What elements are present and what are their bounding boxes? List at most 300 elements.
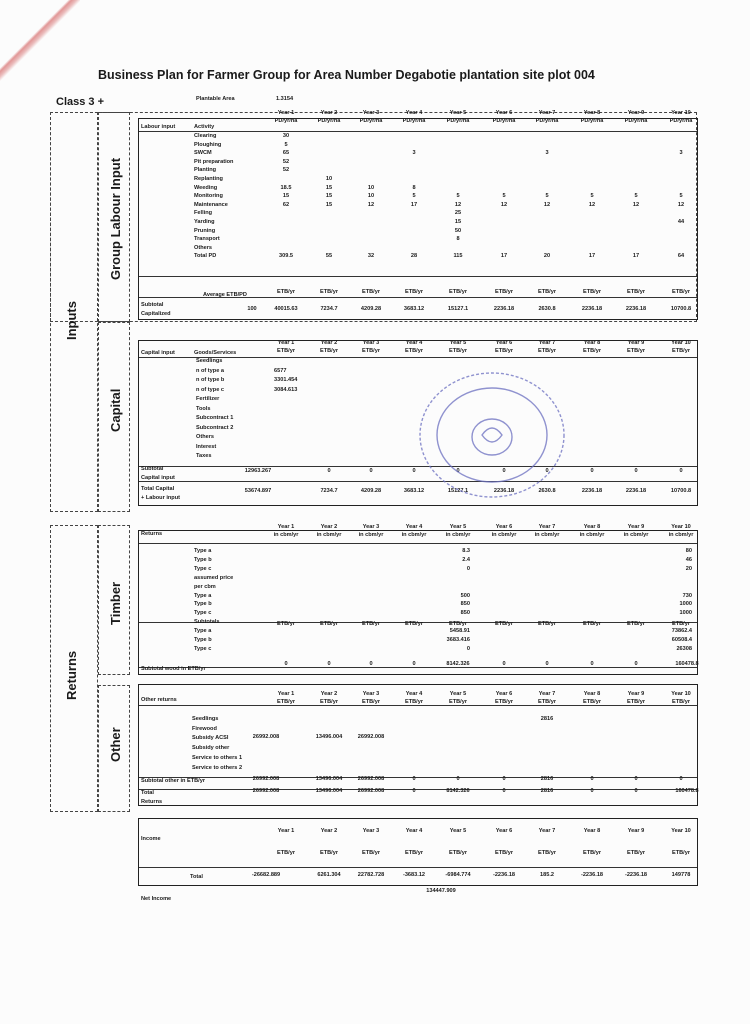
timber-returns-label: Returns [141,531,163,537]
labour-cell: 3 [545,150,549,157]
other-item-name: Service to others 2 [192,764,243,771]
timber-y10-cell: 730 [682,592,692,599]
capital-subtotal-cell: 0 [456,468,460,474]
labour-capitalized-label: Capitalized [141,311,171,317]
total-returns-cell: 160478.8 [675,788,699,794]
timber-y5-cell: 5458.91 [449,628,470,635]
labour-cell: 30 [282,133,290,139]
labour-cell: 8 [412,184,416,191]
total-returns-cell: 0 [634,788,638,794]
income-total-cell: 6261.304 [317,872,341,878]
income-total-cell: 22782.728 [357,872,385,878]
income-year-header: Year 10 [671,828,691,834]
other-year-header: Year 2 [320,691,338,697]
labour-cell: 18.5 [280,184,292,191]
capital-input-total-label: Capital input [141,475,175,481]
subsidy-acsi-cell: 13496.004 [315,734,343,740]
net-income-value: 134447.909 [426,888,456,894]
timber-etb-unit: ETB/yr [276,621,296,627]
capital-year-header: Year 5 [449,340,467,346]
capital-unit-header: ETB/yr [319,348,339,354]
labour-unit-header: PD/yr/ha [492,118,516,124]
timber-subtotal-cell: 0 [412,661,416,667]
income-total-cell: -2236.18 [492,872,516,878]
average-etb-value: 100 [247,306,257,312]
timber-y10-cell: 1000 [679,601,692,608]
labour-cell: 15 [325,184,333,191]
labour-year-header: Year 8 [583,110,601,116]
income-unit-header: ETB/yr [319,850,339,856]
timber-subtotal-cell: 160478.8 [675,661,699,667]
timber-item-name: assumed price [194,574,234,581]
labour-subtotal-cell: 15127.1 [447,306,469,312]
capital-unit-header: ETB/yr [671,348,691,354]
timber-year-header: Year 4 [405,524,423,530]
labour-cell: 8 [456,236,460,243]
capital-item-name: n of type b [196,377,225,383]
other-subtotal-cell: 0 [590,776,594,782]
other-subtotal-cell: 0 [502,776,506,782]
labour-unit-header: PD/yr/ha [624,118,648,124]
timber-year-header: Year 1 [277,524,295,530]
labour-etb-unit: ETB/yr [537,289,557,295]
labour-etb-unit: ETB/yr [626,289,646,295]
income-unit-header: ETB/yr [626,850,646,856]
other-unit-header: ETB/yr [626,699,646,705]
labour-cell: 5 [590,193,594,200]
timber-etb-unit: ETB/yr [494,621,514,627]
timber-unit-header: in cbm/yr [316,532,342,538]
capital-year-header: Year 9 [627,340,645,346]
other-year-header: Year 10 [671,691,691,697]
labour-cell: 3 [679,150,683,157]
labour-year-header: Year 3 [362,110,380,116]
timber-unit-header: in cbm/yr [445,532,471,538]
labour-cell: 52 [282,167,290,174]
labour-cell: 64 [677,253,685,260]
other-unit-header: ETB/yr [582,699,602,705]
capital-item-value: 6577 [274,367,287,374]
total-returns-cell: 13496.004 [315,788,343,794]
timber-label: Timber [108,581,123,625]
labour-cell: 12 [632,201,640,208]
scan-mark [0,0,80,90]
capital-year-header: Year 1 [277,340,295,346]
labour-cell: 5 [412,193,416,200]
other-subtotal-cell: 0 [679,776,683,782]
timber-year-header: Year 9 [627,524,645,530]
capital-subtotal-cell: 0 [369,468,373,474]
total-returns-label-2: Returns [141,799,163,805]
timber-etb-unit: ETB/yr [671,621,691,627]
capital-subtotal-cell: 0 [327,468,331,474]
labour-etb-unit: ETB/yr [582,289,602,295]
other-unit-header: ETB/yr [276,699,296,705]
other-unit-header: ETB/yr [319,699,339,705]
other-year-header: Year 7 [538,691,556,697]
labour-subtotal-cell: 2630.8 [538,306,556,312]
total-capital-cell: 10700.8 [670,488,692,494]
capital-unit-header: ETB/yr [404,348,424,354]
capital-subtotal-label: Subtotal [141,466,164,472]
activity-name: Maintenance [194,201,228,208]
labour-cell: 44 [677,219,685,225]
other-label: Other [108,727,123,762]
capital-item-name: Subcontract 2 [196,424,234,431]
timber-subtotal-cell: 0 [327,661,331,667]
income-unit-header: ETB/yr [537,850,557,856]
total-returns-label: Total [141,790,154,796]
capital-input-label: Capital input [141,350,175,356]
income-unit-header: ETB/yr [276,850,296,856]
other-year-header: Year 1 [277,691,295,697]
labour-cell: 17 [410,201,418,208]
labour-cell: 309.5 [279,253,293,260]
timber-subtotal-cell: 0 [369,661,373,667]
income-total-cell: -2236.18 [580,872,604,878]
timber-subtotal-cell: 8142.326 [446,661,470,667]
income-year-header: Year 4 [405,828,423,834]
income-total-cell: -6984.774 [445,872,471,878]
labour-cell: 5 [284,141,288,148]
other-seedlings-y7: 2816 [540,716,554,722]
labour-cell: 5 [545,193,549,200]
timber-item-name: Type a [194,548,212,554]
timber-y5-cell: 0 [466,565,470,572]
timber-y5-cell: 3683.416 [446,637,470,643]
labour-year-header: Year 10 [671,110,691,116]
labour-cell: 12 [367,201,375,208]
timber-item-name: per cbm [194,583,216,590]
labour-input-label: Labour input [141,124,176,130]
subsidy-acsi-cell: 26992.008 [357,734,385,740]
capital-unit-header: ETB/yr [361,348,381,354]
income-unit-header: ETB/yr [361,850,381,856]
income-total-cell: 149778 [671,872,691,878]
timber-y5-cell: 2.4 [462,556,470,563]
capital-item-name: n of type c [196,386,224,393]
labour-cell: 12 [543,201,551,208]
timber-unit-header: in cbm/yr [401,532,427,538]
other-unit-header: ETB/yr [537,699,557,705]
labour-cell: 15 [325,201,333,208]
capital-year-header: Year 2 [320,340,338,346]
activity-name: Total PD [194,253,217,260]
labour-subtotal-cell: 2236.18 [581,306,603,312]
timber-year-header: Year 2 [320,524,338,530]
plantable-area-value: 1.3154 [276,96,294,102]
labour-cell: 62 [282,201,290,208]
labour-etb-unit: ETB/yr [494,289,514,295]
income-total-cell: -3683.12 [402,872,426,878]
activity-name: Pruning [194,227,216,234]
labour-year-header: Year 6 [495,110,513,116]
subtotal-wood-label: Subtotal wood in ETB/yr [141,666,206,672]
labour-cell: 10 [367,184,375,191]
other-subtotal-cell: 26992.008 [357,776,385,782]
activity-name: Yarding [194,219,215,225]
total-capital-cell: 3683.12 [403,488,425,494]
total-capital-cell: 2236.18 [493,488,515,494]
labour-year-header: Year 9 [627,110,645,116]
timber-item-name: Type c [194,645,212,652]
other-unit-header: ETB/yr [494,699,514,705]
other-subtotal-cell: 0 [412,776,416,782]
capital-unit-header: ETB/yr [276,348,296,354]
capital-subtotal-cell: 12963.267 [244,468,272,474]
income-total-label: Total [190,874,203,880]
other-unit-header: ETB/yr [361,699,381,705]
income-unit-header: ETB/yr [671,850,691,856]
labour-cell: 32 [367,253,375,260]
labour-cell: 12 [588,201,596,208]
timber-item-name: Type a [194,592,212,599]
capital-year-header: Year 10 [671,340,691,346]
income-year-header: Year 5 [449,828,467,834]
labour-cell: 10 [367,193,375,200]
other-subtotal-cell: 0 [634,776,638,782]
inputs-label: Inputs [64,301,79,340]
labour-cell: 65 [282,150,290,157]
labour-subtotal-cell: 40015.63 [274,306,298,312]
labour-subtotal-cell: 7234.7 [320,306,338,312]
activity-name: Planting [194,167,217,174]
labour-subtotal-cell: 2236.18 [625,306,647,312]
income-unit-header: ETB/yr [448,850,468,856]
income-label: Income [141,836,161,842]
capital-subtotal-cell: 0 [412,468,416,474]
capital-subtotal-cell: 0 [502,468,506,474]
timber-etb-unit: ETB/yr [582,621,602,627]
income-total-cell: -26682.889 [251,872,281,878]
timber-subtotal-cell: 0 [545,661,549,667]
capital-unit-header: ETB/yr [494,348,514,354]
total-capital-cell: 15127.1 [447,488,469,494]
income-year-header: Year 8 [583,828,601,834]
total-returns-cell: 26992.008 [357,788,385,794]
timber-y5-cell: 0 [466,645,470,652]
labour-subtotal-cell: 4209.28 [360,306,382,312]
capital-item-name: Others [196,434,215,440]
labour-cell: 3 [412,150,416,157]
income-total-cell: -2236.18 [624,872,648,878]
capital-label: Capital [108,388,123,432]
labour-cell: 5 [679,193,683,200]
other-item-name: Subsidy ACSI [192,735,229,742]
other-subtotal-cell: 13496.004 [315,776,343,782]
other-item-name: Seedlings [192,716,219,722]
timber-subtotal-cell: 0 [634,661,638,667]
other-item-name: Firewood [192,725,217,732]
timber-subtotal-cell: 0 [284,661,288,667]
other-unit-header: ETB/yr [404,699,424,705]
other-year-header: Year 9 [627,691,645,697]
activity-name: Weeding [194,184,218,191]
activity-label: Activity [194,124,215,130]
labour-etb-unit: ETB/yr [448,289,468,295]
labour-cell: 10 [325,176,333,182]
timber-etb-unit: ETB/yr [626,621,646,627]
capital-item-name: n of type a [196,367,224,374]
total-capital-label: Total Capital [141,486,175,492]
capital-subtotal-cell: 0 [545,468,549,474]
labour-unit-header: PD/yr/ha [317,118,341,124]
labour-year-header: Year 2 [320,110,338,116]
timber-unit-header: in cbm/yr [534,532,560,538]
capital-year-header: Year 3 [362,340,380,346]
capital-item-name: Interest [196,443,217,450]
activity-name: Replanting [194,176,223,182]
capital-subtotal-cell: 0 [679,468,683,474]
official-stamp [412,365,572,505]
activity-name: Transport [194,236,220,243]
capital-item-name: Taxes [196,453,212,459]
income-unit-header: ETB/yr [494,850,514,856]
capital-year-header: Year 6 [495,340,513,346]
timber-etb-unit: ETB/yr [537,621,557,627]
timber-y10-cell: 80 [685,548,692,554]
timber-year-header: Year 6 [495,524,513,530]
class-label: Class 3 + [56,96,105,108]
timber-year-header: Year 7 [538,524,556,530]
labour-etb-unit: ETB/yr [319,289,339,295]
total-returns-cell: 2816 [540,788,554,794]
timber-subtotal-cell: 0 [502,661,506,667]
labour-subtotal-cell: 2236.18 [493,306,515,312]
timber-unit-header: in cbm/yr [623,532,649,538]
labour-cell: 15 [282,193,290,200]
timber-table [138,530,698,675]
labour-etb-unit: ETB/yr [361,289,381,295]
labour-cell: 15 [325,193,333,200]
other-year-header: Year 3 [362,691,380,697]
activity-name: SWCM [194,150,212,157]
labour-unit-header: PD/yr/ha [535,118,559,124]
capital-unit-header: ETB/yr [626,348,646,354]
labour-cell: 12 [454,201,462,208]
average-etb-label: Average ETB/PD [203,292,247,298]
total-returns-cell: 0 [590,788,594,794]
timber-unit-header: in cbm/yr [358,532,384,538]
page-title: Business Plan for Farmer Group for Area Number Degabotie plantation site plot 004 [98,68,595,82]
total-capital-cell: 2236.18 [581,488,603,494]
capital-subtotal-cell: 0 [590,468,594,474]
timber-unit-header: in cbm/yr [273,532,299,538]
other-unit-header: ETB/yr [671,699,691,705]
capital-year-header: Year 7 [538,340,556,346]
timber-unit-header: in cbm/yr [668,532,694,538]
timber-year-header: Year 8 [583,524,601,530]
timber-y5-cell: 850 [460,610,470,617]
labour-cell: 25 [454,210,462,217]
labour-cell: 5 [634,193,638,200]
labour-unit-header: PD/yr/ha [580,118,604,124]
total-capital-cell: 4209.28 [360,488,382,494]
labour-cell: 5 [456,193,460,200]
plantable-area-label: Plantable Area [196,96,235,102]
subtotal-other-label: Subtotal other in ETB/yr [141,778,206,784]
other-unit-header: ETB/yr [448,699,468,705]
activity-name: Clearing [194,133,217,139]
other-year-header: Year 5 [449,691,467,697]
timber-item-name: Type b [194,601,212,608]
total-capital-cell: 7234.7 [320,488,338,494]
capital-unit-header: ETB/yr [448,348,468,354]
total-returns-cell: 26992.008 [252,788,280,794]
labour-cell: 17 [588,253,596,260]
labour-subtotal-cell: 10700.8 [670,306,692,312]
total-capital-cell: 53674.897 [244,488,272,494]
income-year-header: Year 3 [362,828,380,834]
other-item-name: Subsidy other [192,745,230,752]
timber-etb-unit: ETB/yr [361,621,381,627]
other-item-name: Service to others 1 [192,754,243,761]
returns-label: Returns [64,650,79,700]
income-year-header: Year 6 [495,828,513,834]
income-year-header: Year 1 [277,828,295,834]
timber-item-name: Type c [194,610,212,617]
income-year-header: Year 7 [538,828,556,834]
timber-y10-cell: 60508.4 [671,637,692,643]
labour-cell: 20 [543,253,551,260]
total-returns-cell: 0 [502,788,506,794]
labour-unit-header: PD/yr/ha [274,118,298,124]
goods-services-label: Goods/Services [194,350,237,356]
labour-subtotal-label: Subtotal [141,302,164,308]
labour-cell: 12 [677,201,685,208]
labour-cell: 115 [453,253,463,260]
total-returns-cell: 0 [412,788,416,794]
activity-name: Pit preparation [194,158,234,165]
labour-etb-unit: ETB/yr [671,289,691,295]
income-year-header: Year 2 [320,828,338,834]
labour-cell: 12 [500,201,508,208]
labour-cell: 17 [500,253,508,260]
other-year-header: Year 8 [583,691,601,697]
labour-year-header: Year 1 [277,110,295,116]
timber-item-name: Type b [194,637,212,643]
total-capital-cell: 2630.8 [538,488,556,494]
capital-item-value: 3084.613 [274,386,298,393]
activity-name: Ploughing [194,141,222,148]
timber-etb-unit: ETB/yr [319,621,339,627]
other-year-header: Year 4 [405,691,423,697]
labour-cell: 55 [325,253,333,260]
timber-year-header: Year 5 [449,524,467,530]
other-returns-label: Other returns [141,697,177,703]
net-income-label: Net Income [141,896,172,902]
timber-y10-cell: 20 [685,565,692,572]
other-subtotal-cell: 0 [456,776,460,782]
capital-year-header: Year 4 [405,340,423,346]
timber-item-name: Type c [194,565,212,572]
labour-unit-header: PD/yr/ha [669,118,693,124]
labour-unit-header: PD/yr/ha [446,118,470,124]
total-returns-cell: 8142.326 [446,788,470,794]
labour-unit-header: PD/yr/ha [359,118,383,124]
timber-subtotal-cell: 0 [590,661,594,667]
labour-subtotal-cell: 3683.12 [403,306,425,312]
capital-item-name: Seedlings [196,358,223,364]
income-total-cell: 185.2 [540,872,554,878]
timber-y10-cell: 1000 [679,610,692,617]
timber-y5-cell: 850 [460,601,470,608]
other-subtotal-cell: 2816 [540,776,554,782]
timber-year-header: Year 10 [671,524,691,530]
total-capital-cell: 2236.18 [625,488,647,494]
capital-item-name: Subcontract 1 [196,415,234,421]
labour-cell: 5 [502,193,506,200]
